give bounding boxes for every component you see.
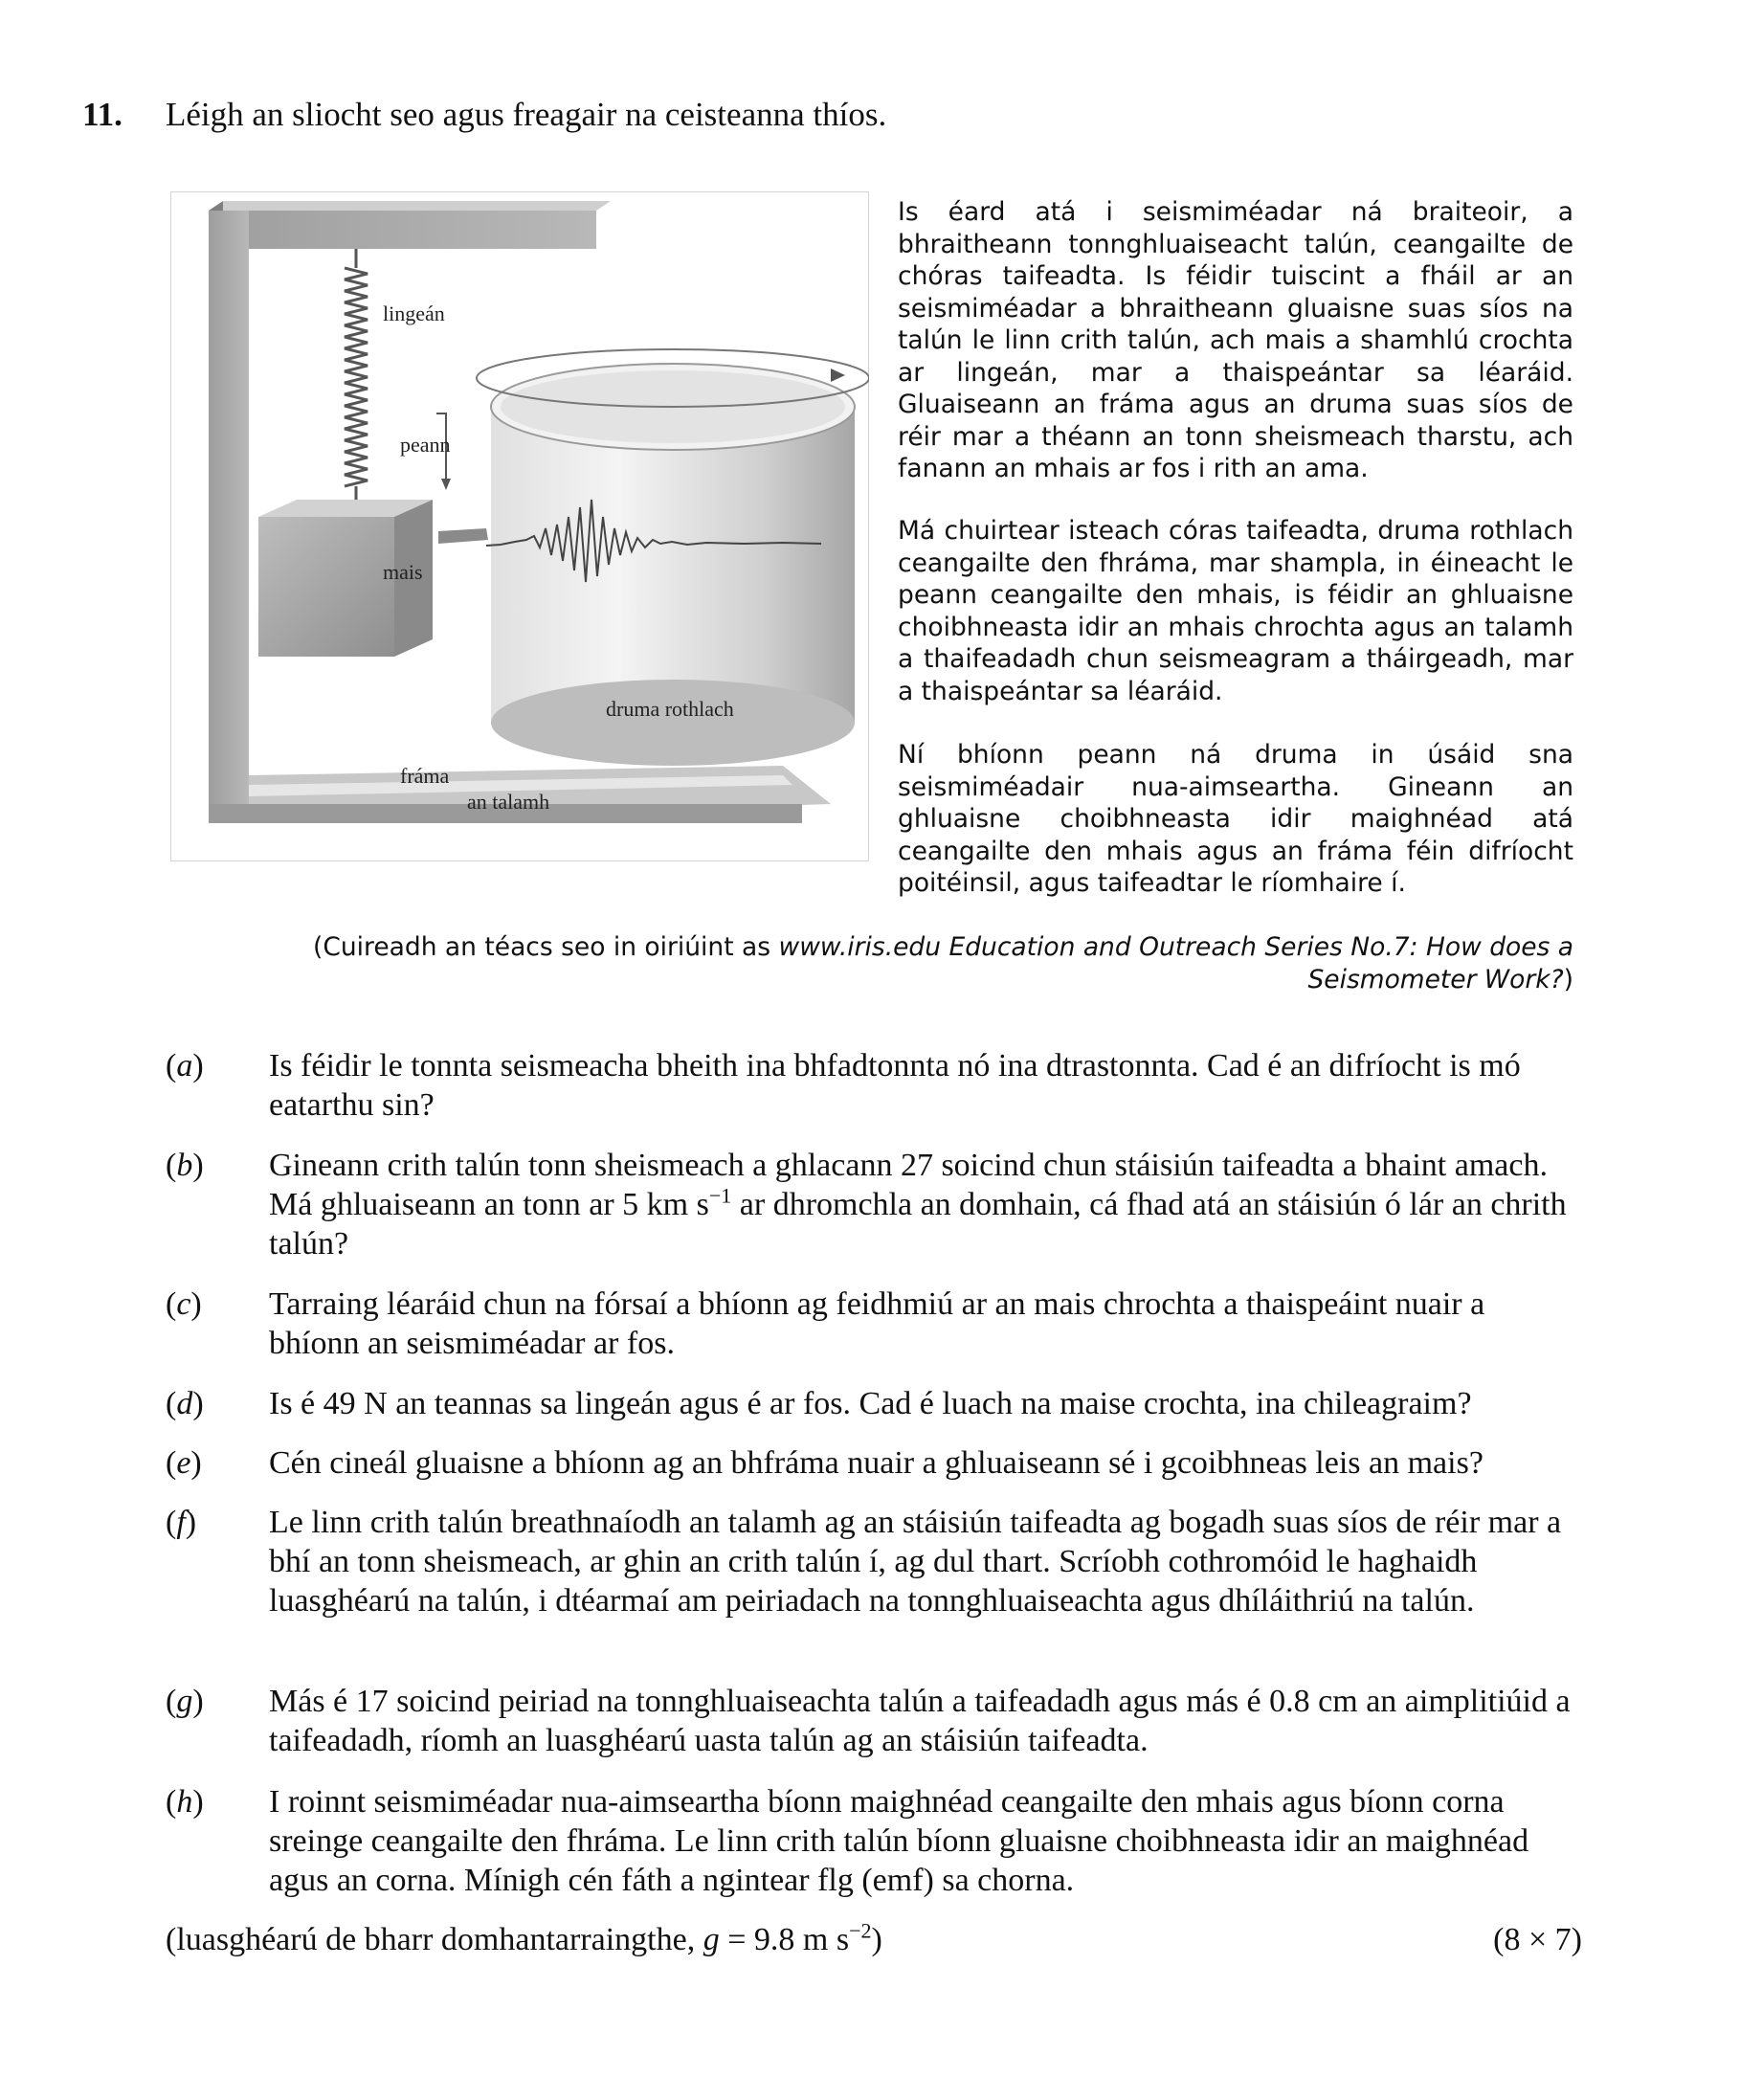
label-drum: druma rothlach (606, 697, 734, 721)
part-h-text: I roinnt seismiméadar nua-aimseartha bíonn maighnéad ceangailte den mhais agus bíonn corna sreinge ceangailte den fhráma. Le linn crith talún bíonn gluaisne choibhneasta idir an maighnéad agus an corna. Mínigh cén fáth a ngintear flg (emf) sa chorna. (269, 1784, 1529, 1898)
part-b-text: Gineann crith talún tonn sheismeach a ghlacann 27 soicind chun stáisiún taifeadta a bhaint amach. Má ghluaiseann an tonn ar 5 km $s^{-1}$ ar dhromchla an domhain, cá fhad atá an stáisiún ó lár an chrith talún? (269, 1148, 1567, 1262)
seismometer-diagram (170, 191, 869, 861)
label-spring: lingeán (383, 302, 445, 325)
footer-note: (luasghéarú de bharr domhantarraingthe, g = 9.8 m $s^{-2}$) (8 × 7) (166, 1918, 1582, 1957)
question-number: 11. (82, 96, 123, 133)
part-d: (d) Is é 49 N an teannas sa lingeán agus é ar fos. Cad é luach na maise crochta, ina chileagraim? (166, 1384, 1582, 1423)
label-ground: an talamh (467, 790, 550, 814)
source-citation: (Cuireadh an téacs seo in oiriúint as www.iris.edu Education and Outreach Series No.7: How does a Seismometer Work?) (313, 932, 1573, 994)
part-f-text: Le linn crith talún breathnaíodh an talamh ag an stáisiún taifeadta ag bogadh suas síos de réir mar a bhí an tonn sheismeach, ar ghin an crith talún í, ag dul thart. Scríobh cothromóid le haghaidh luasghéarú na talún, i dtéarmaí am peiriadach na tonnghluaiseachta agus dhíláithriú na talún. (269, 1505, 1562, 1619)
passage-paragraph-3: Ní bhíonn peann ná druma in úsáid sna seismiméadair nua-aimseartha. Gineann an ghluaisne choibhneasta idir maighnéad atá ceangailte den mhais agus an fráma féin difríocht poitéinsil, agus taifeadtar le ríomhaire í. (898, 740, 1573, 898)
part-e-text: Cén cineál gluaisne a bhíonn ag an bhfráma nuair a ghluaiseann sé i gcoibhneas leis an mais? (269, 1445, 1483, 1481)
part-g-text: Más é 17 soicind peiriad na tonnghluaiseachta talún a taifeadadh agus más é 0.8 cm an aimplitiúid a taifeadadh, ríomh an luasghéarú uasta talún ag an stáisiún taifeadta. (269, 1684, 1571, 1758)
label-pen: peann (400, 433, 451, 457)
part-a: (a) Is féidir le tonnta seismeacha bheith ina bhfadtonnta nó ina dtrastonnta. Cad é an difríocht is mó eatarthu sin? (166, 1046, 1582, 1125)
part-h: (h) I roinnt seismiméadar nua-aimseartha bíonn maighnéad ceangailte den mhais agus bíonn corna sreinge ceangailte den fhráma. Le linn crith talún bíonn gluaisne choibhneasta idir an maighnéad agus an corna. Mínigh cén fáth a ngintear flg (emf) sa chorna. (166, 1782, 1582, 1900)
part-a-text: Is féidir le tonnta seismeacha bheith ina bhfadtonnta nó ina dtrastonnta. Cad é an difríocht is mó eatarthu sin? (269, 1048, 1521, 1123)
part-c-text: Tarraing léaráid chun na fórsaí a bhíonn ag feidhmiú ar an mais chrochta a thaispeáint nuair a bhíonn an seismiméadar ar fos. (269, 1286, 1485, 1361)
question-intro: Léigh an sliocht seo agus freagair na ceisteanna thíos. (166, 96, 887, 133)
marks-allocation: (8 × 7) (1493, 1922, 1582, 1957)
part-c: (c) Tarraing léaráid chun na fórsaí a bhíonn ag feidhmiú ar an mais chrochta a thaispeáint nuair a bhíonn an seismiméadar ar fos. (166, 1285, 1582, 1363)
part-d-text: Is é 49 N an teannas sa lingeán agus é ar fos. Cad é luach na maise crochta, ina chileagraim? (269, 1386, 1472, 1421)
part-e: (e) Cén cineál gluaisne a bhíonn ag an bhfráma nuair a ghluaiseann sé i gcoibhneas leis an mais? (166, 1443, 1582, 1483)
passage-paragraph-2: Má chuirtear isteach córas taifeadta, druma rothlach ceangailte den fhráma, mar shampla, in éineacht le peann ceangailte den mhais, is féidir an ghluaisne choibhneasta idir an mhais chrochta agus an talamh a thaifeadadh chun seismeagram a tháirgeadh, mar a thaispeántar sa léaráid. (898, 516, 1573, 706)
part-g: (g) Más é 17 soicind peiriad na tonnghluaiseachta talún a taifeadadh agus más é 0.8 cm an aimplitiúid a taifeadadh, ríomh an luasghéarú uasta talún ag an stáisiún taifeadta. (166, 1682, 1582, 1760)
part-f: (f) Le linn crith talún breathnaíodh an talamh ag an stáisiún taifeadta ag bogadh suas síos de réir mar a bhí an tonn sheismeach, ar ghin an crith talún í, ag dul thart. Scríobh cothromóid le haghaidh luasghéarú na talún, i dtéarmaí am peiriadach na tonnghluaiseachta agus dhíláithriú na talún. (166, 1503, 1582, 1620)
passage-paragraph-1: Is éard atá i seismiméadar ná braiteoir, a bhraitheann tonnghluaiseacht talún, ceangailte de chóras taifeadta. Is féidir tuiscint a fháil ar an seismiméadar a bhraitheann gluaisne suas síos na talún le linn crith talún, ach mais a shamhlú crochta ar lingeán, mar a thaispeántar sa léaráid. Gluaiseann an fráma agus an druma suas síos de réir mar a théann an tonn sheismeach tharstu, ach fanann an mhais ar fos i rith an ama. (898, 197, 1573, 483)
label-mass: mais (383, 560, 423, 584)
label-frame: fráma (400, 764, 450, 788)
part-b: (b) Gineann crith talún tonn sheismeach a ghlacann 27 soicind chun stáisiún taifeadta a bhaint amach. Má ghluaiseann an tonn ar 5 km $s^{-1}$ ar dhromchla an domhain, cá fhad atá an stáisiún ó lár an chrith talún? (166, 1146, 1582, 1263)
